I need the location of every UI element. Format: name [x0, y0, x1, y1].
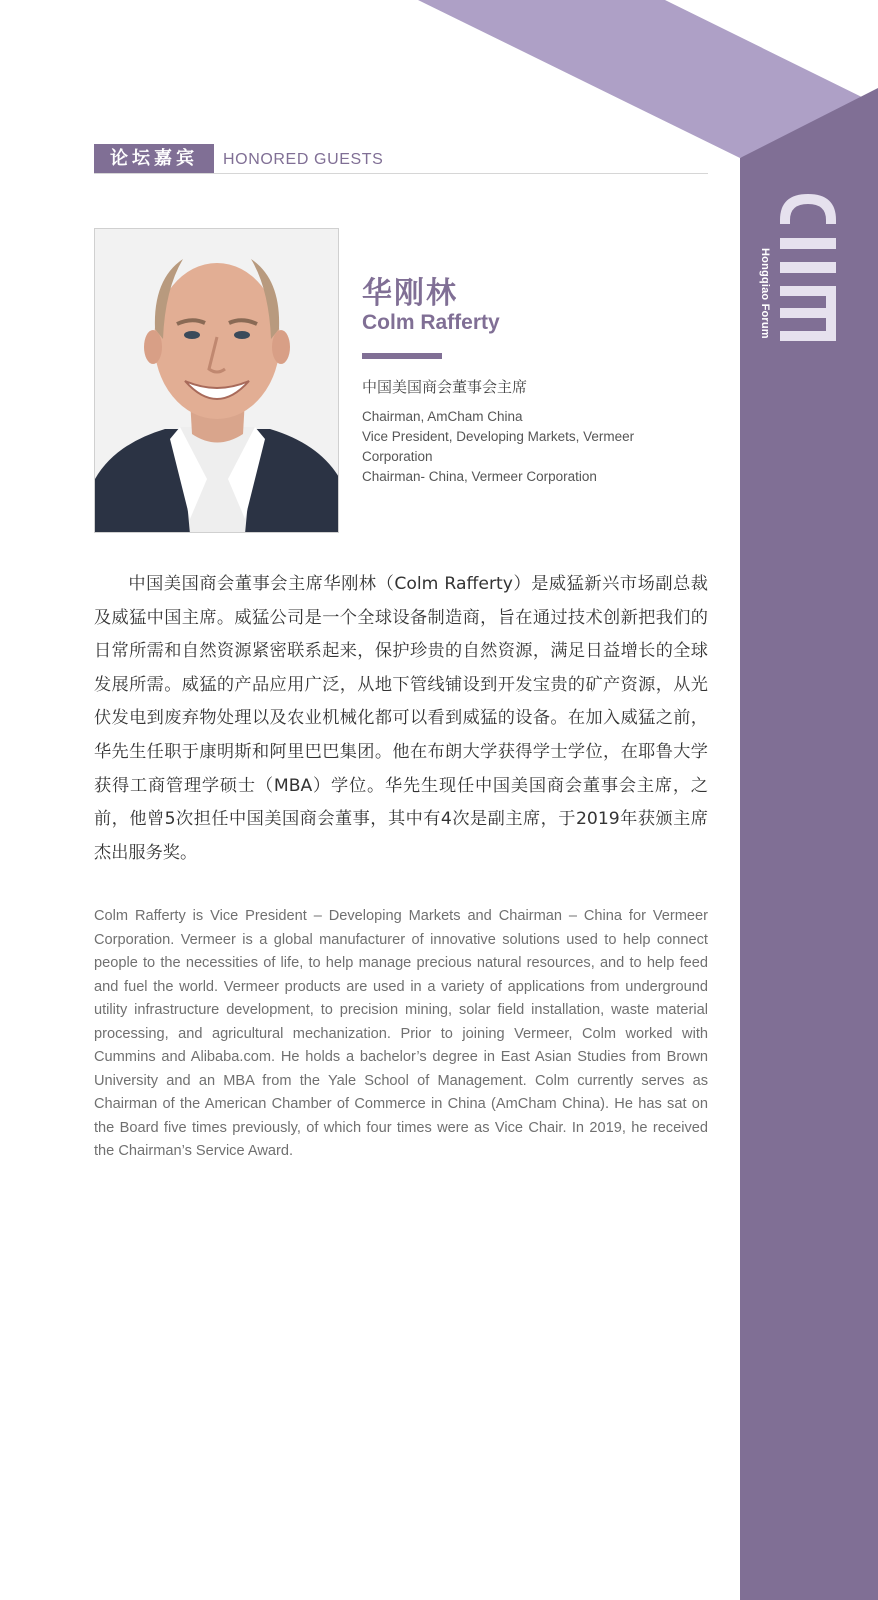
portrait-photo — [94, 228, 339, 533]
logo-letter-e-bar-2 — [780, 308, 836, 318]
section-title-en: HONORED GUESTS — [223, 151, 384, 168]
guest-title-line: Vice President, Developing Markets, Vermeer — [362, 429, 635, 444]
guest-title-line: Chairman- China, Vermeer Corporation — [362, 469, 597, 484]
logo-letter-i-1 — [780, 238, 836, 249]
section-header — [94, 144, 708, 174]
forum-name: Hongqiao Forum — [759, 248, 771, 339]
guest-title-line: Chairman, AmCham China — [362, 409, 523, 424]
guest-name-cn: 华刚林 — [362, 276, 458, 311]
guest-name-en: Colm Rafferty — [362, 311, 500, 334]
name-underline — [362, 353, 442, 359]
logo-letter-e-bar-1 — [780, 286, 836, 296]
header-divider — [94, 173, 708, 174]
guest-title-cn: 中国美国商会董事会主席 — [362, 378, 528, 396]
portrait-illustration — [95, 229, 339, 533]
ciie-logo — [776, 190, 840, 345]
logo-letter-e-bar-3 — [780, 331, 836, 341]
logo-letter-i-2 — [780, 262, 836, 273]
biography-en: Colm Rafferty is Vice President – Developing Markets and Chairman – China for Vermeer Corporation. Vermeer is a global manufacturer of innovative solutions used to help connect people to the necessities of life, to help manage precious natural resources, and to help feed and fuel the world. Vermeer products are used in a variety of applications from underground utility infrastructure development, to precision mining, solar field installation, waste material processing, and agricultural mechanization. Prior to joining Vermeer, Colm worked with Cummins and Alibaba.com. He holds a bachelor’s degree in East Asian Studies from Brown University and an MBA from the Yale School of Management. Colm currently serves as Chairman of the American Chamber of Commerce in China (AmCham China). He has sat on the Board five times previously, of which four times were as Vice Chair. In 2019, he received the Chairman’s Service Award. — [94, 908, 708, 1159]
biography-cn: 中国美国商会董事会主席华刚林（Colm Rafferty）是威猛新兴市场副总裁及威猛中国主席。威猛公司是一个全球设备制造商，旨在通过技术创新把我们的日常所需和自然资源紧密联系起来，保护珍贵的自然资源，满足日益增长的全球发展所需。威猛的产品应用广泛，从地下管线铺设到开发宝贵的矿产资源，从光伏发电到废弃物处理以及农业机械化都可以看到威猛的设备。在加入威猛之前，华先生任职于康明斯和阿里巴巴集团。他在布朗大学获得学士学位，在耶鲁大学获得工商管理学硕士（MBA）学位。华先生现任中国美国商会董事会主席，之前，他曾5次担任中国美国商会董事，其中有4次是副主席，于2019年获颁主席杰出服务奖。 — [94, 574, 708, 863]
logo-letter-c — [780, 194, 836, 224]
section-title-cn: 论坛嘉宾 — [94, 144, 214, 173]
guest-title-line: Corporation — [362, 449, 433, 464]
guest-titles-en — [362, 407, 702, 487]
